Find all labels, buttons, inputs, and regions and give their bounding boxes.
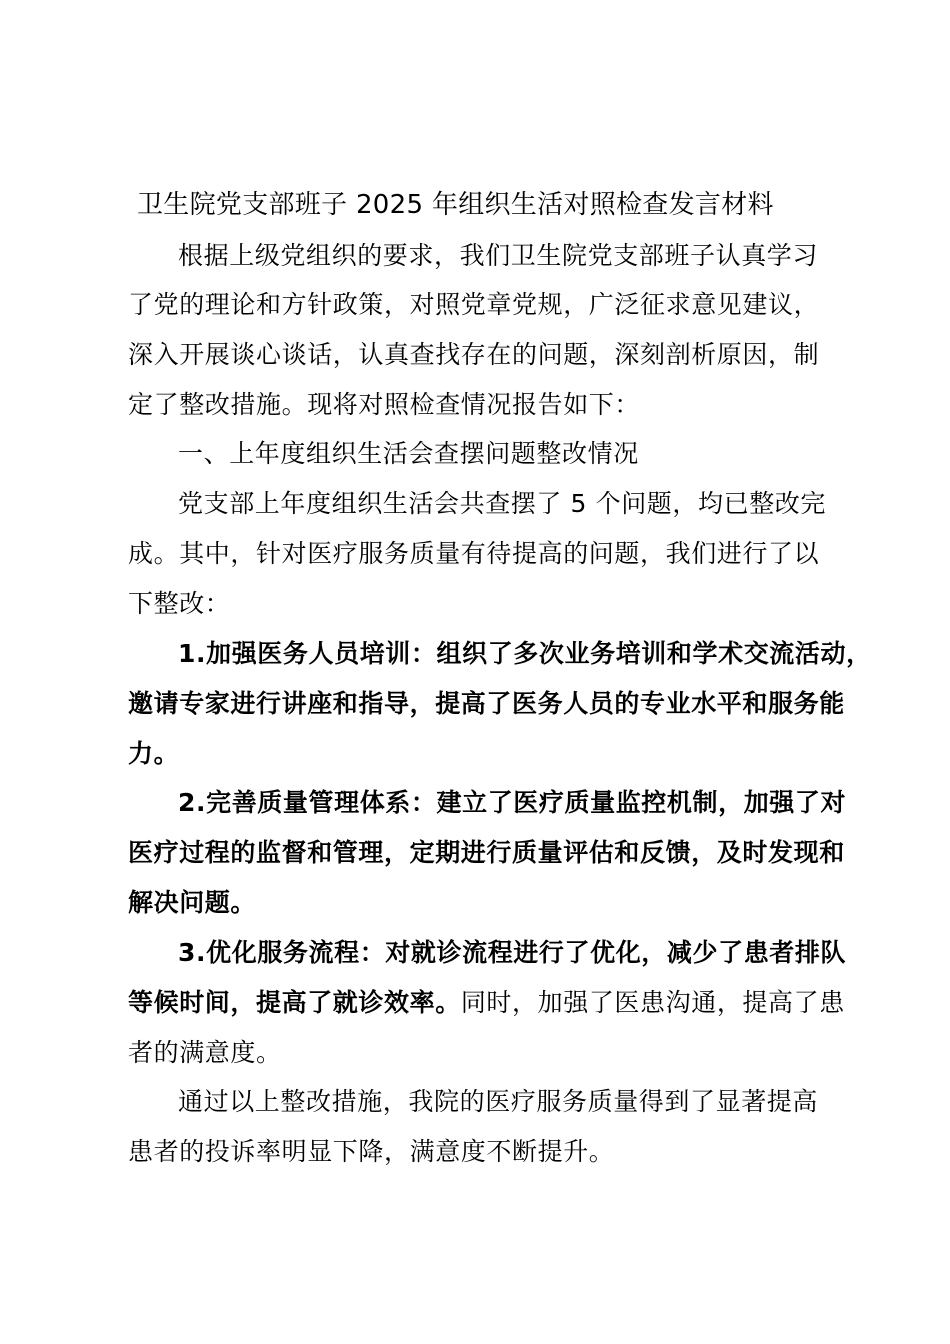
closing-line-2: 患者的投诉率明显下降，满意度不断提升。: [128, 1137, 615, 1166]
closing-line-1: 通过以上整改措施，我院的医疗服务质量得到了显著提高: [178, 1087, 819, 1116]
document-title: 卫生院党支部班子 2025 年组织生活对照检查发言材料: [137, 190, 774, 220]
item3-line-2-normal: 同时，加强了医患沟通，提高了患: [460, 988, 845, 1017]
section1-para-line-3: 下整改：: [128, 589, 231, 618]
item2-line-3: 解决问题。: [128, 888, 257, 917]
intro-line-4: 定了整改措施。现将对照检查情况报告如下：: [128, 390, 641, 419]
section-heading-1: 一、上年度组织生活会查摆问题整改情况: [178, 439, 639, 468]
item1-line-1: 1.加强医务人员培训：组织了多次业务培训和学术交流活动，: [178, 639, 872, 668]
item3-line-1: 3.优化服务流程：对就诊流程进行了优化，减少了患者排队: [178, 938, 847, 967]
section1-para-line-1: 党支部上年度组织生活会共查摆了 5 个问题，均已整改完: [178, 489, 827, 518]
intro-line-1: 根据上级党组织的要求，我们卫生院党支部班子认真学习: [178, 241, 819, 270]
item3-line-2: [128, 987, 845, 1019]
item2-line-2: 医疗过程的监督和管理，定期进行质量评估和反馈，及时发现和: [128, 838, 845, 867]
item1-line-3: 力。: [128, 739, 180, 768]
intro-line-2: 了党的理论和方针政策，对照党章党规，广泛征求意见建议，: [128, 290, 820, 319]
intro-line-3: 深入开展谈心谈话，认真查找存在的问题，深刻剖析原因，制: [128, 340, 820, 369]
section1-para-line-2: 成。其中，针对医疗服务质量有待提高的问题，我们进行了以: [128, 539, 820, 568]
item1-line-2: 邀请专家进行讲座和指导，提高了医务人员的专业水平和服务能: [128, 689, 845, 718]
item2-line-1: 2.完善质量管理体系：建立了医疗质量监控机制，加强了对: [178, 788, 847, 817]
item3-line-3: 者的满意度。: [128, 1038, 282, 1067]
item3-line-2-bold: 等候时间，提高了就诊效率。: [128, 988, 461, 1017]
